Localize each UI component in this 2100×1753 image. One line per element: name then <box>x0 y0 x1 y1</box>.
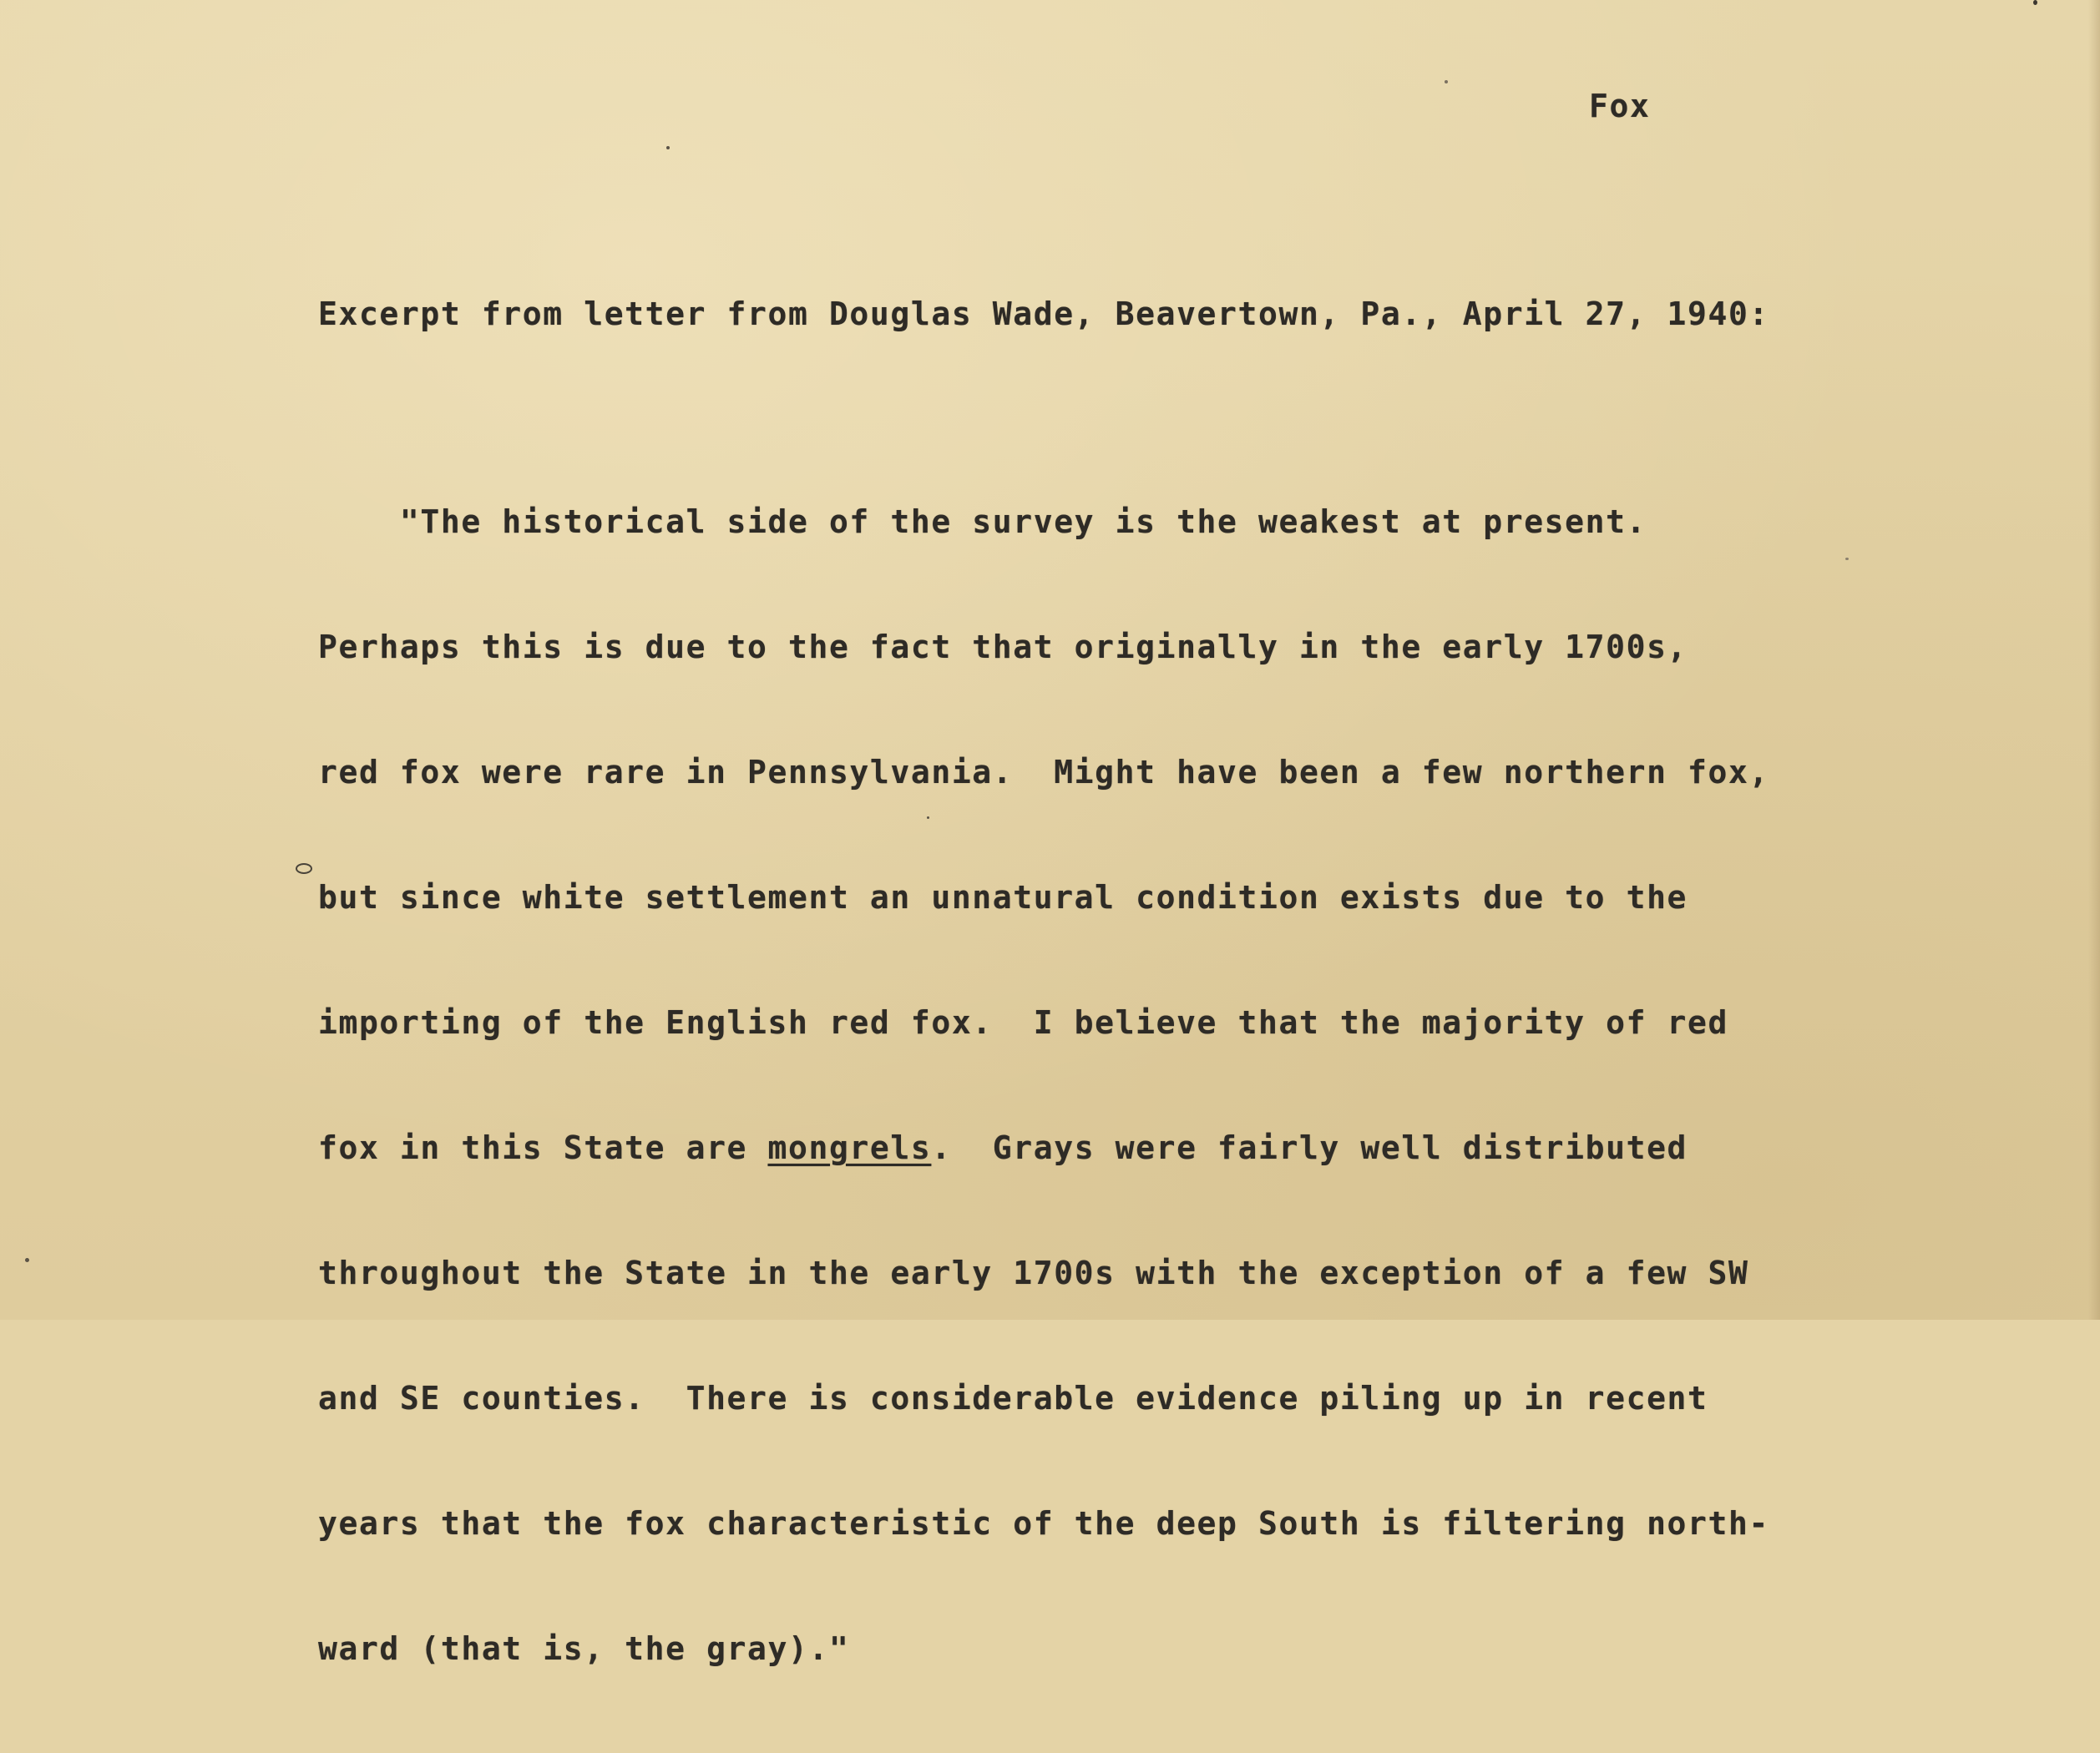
paper-speck <box>666 146 670 149</box>
paper-edge-shadow <box>2088 0 2100 1320</box>
quote-line-text: years that the fox characteristic of the deep South is filtering north- <box>318 1505 1769 1542</box>
quote-block <box>318 417 1769 1753</box>
quote-line-text: red fox were rare in Pennsylvania. Might have been a few northern fox, <box>318 754 1769 791</box>
quote-line-text: Perhaps this is due to the fact that originally in the early 1700s, <box>318 629 1688 665</box>
quote-line <box>318 1252 1769 1294</box>
quote-line <box>318 626 1769 668</box>
quote-line-text: and SE counties. There is considerable evidence piling up in recent <box>318 1380 1708 1417</box>
quote-line <box>318 751 1769 793</box>
intro-line: Excerpt from letter from Douglas Wade, Beavertown, Pa., April 27, 1940: <box>318 296 1769 332</box>
quote-line <box>318 1503 1769 1544</box>
underlined-word: mongrels <box>767 1129 932 1166</box>
paper-speck <box>25 1258 29 1262</box>
paper-speck <box>1445 80 1448 83</box>
quote-line <box>318 1127 1769 1169</box>
quote-line-text: but since white settlement an unnatural condition exists due to the <box>318 879 1688 916</box>
paper-speck <box>1845 558 1849 560</box>
quote-line-text: throughout the State in the early 1700s with the exception of a few SW <box>318 1255 1749 1291</box>
ink-blot <box>296 863 312 874</box>
header-label: Fox <box>1589 88 1651 124</box>
paper-speck <box>927 816 929 819</box>
quote-line-text: importing of the English red fox. I believe that the majority of red <box>318 1004 1728 1041</box>
paper-speck <box>2033 0 2037 5</box>
quote-line-text: fox in this State are <box>318 1129 768 1166</box>
quote-line <box>318 876 1769 918</box>
quote-line-text: ward (that is, the gray)." <box>318 1630 850 1667</box>
quote-line-text: "The historical side of the survey is the weakest at present. <box>318 503 1647 540</box>
quote-line <box>318 501 1769 543</box>
quote-line <box>318 1002 1769 1043</box>
quote-line <box>318 1377 1769 1419</box>
quote-line <box>318 1628 1769 1670</box>
quote-line-text: . Grays were fairly well distributed <box>931 1129 1688 1166</box>
